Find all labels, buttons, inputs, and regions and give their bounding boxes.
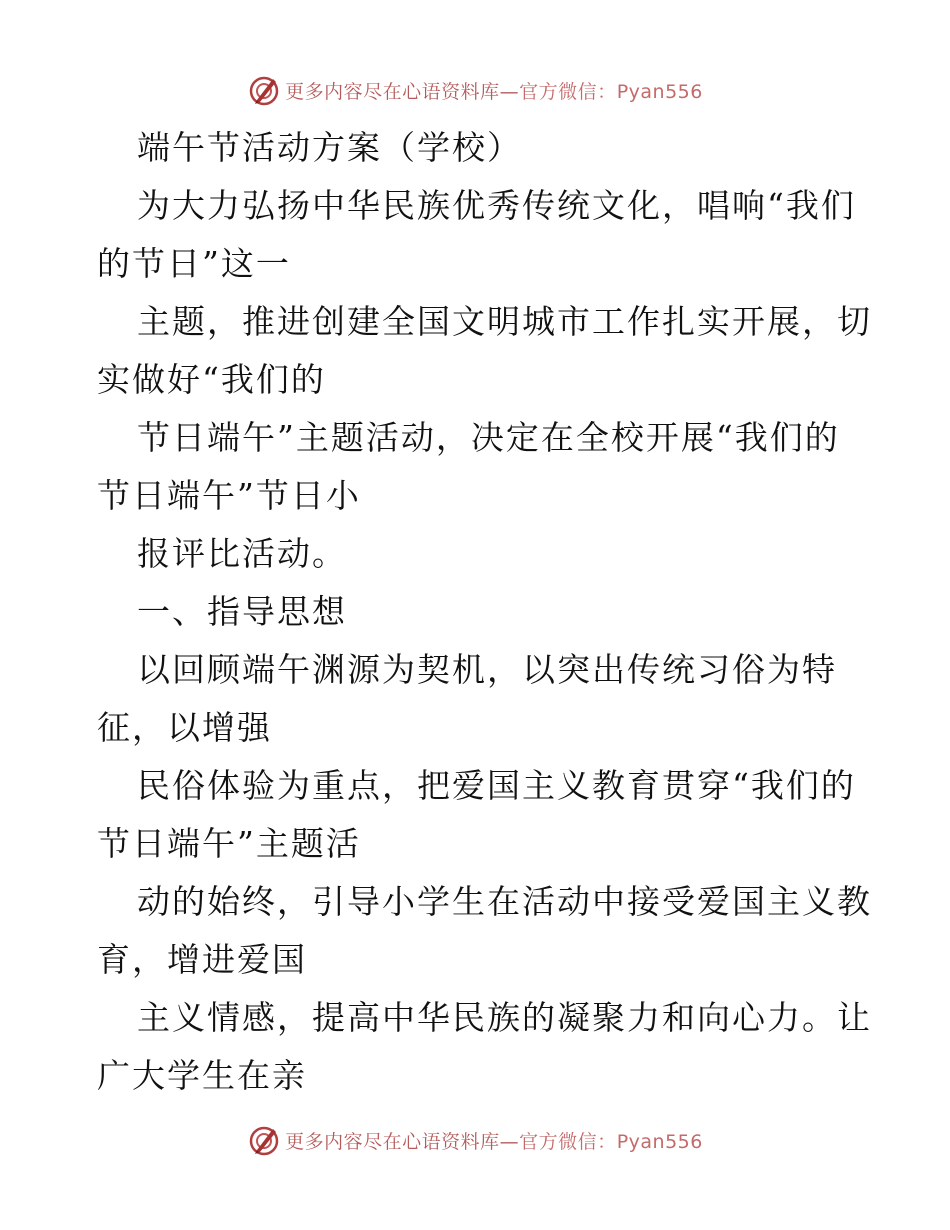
watermark-separator: — (499, 1130, 520, 1153)
watermark-separator: — (499, 80, 520, 103)
section-heading: 一、指导思想 (137, 592, 347, 631)
paragraph-line: 实做好“我们的 (97, 360, 326, 399)
pen-logo-icon (247, 1123, 281, 1157)
paragraph-line: 节日端午”主题活动，决定在全校开展“我们的 (137, 418, 840, 457)
pen-logo-icon (247, 73, 281, 107)
paragraph-line: 的节日”这一 (97, 244, 291, 283)
watermark-wechat-label: 官方微信： (519, 1130, 617, 1153)
header-watermark (0, 70, 950, 110)
watermark-account: Pyan556 (616, 1130, 703, 1153)
paragraph-line: 广大学生在亲 (97, 1056, 307, 1095)
paragraph-line: 主题，推进创建全国文明城市工作扎实开展，切 (137, 302, 872, 341)
paragraph-line: 育，增进爱国 (97, 940, 307, 979)
footer-watermark (0, 1120, 950, 1160)
paragraph-line: 民俗体验为重点，把爱国主义教育贯穿“我们的 (137, 766, 856, 805)
paragraph-line: 征，以增强 (97, 708, 272, 747)
watermark-wechat-label: 官方微信： (519, 80, 617, 103)
document-title: 端午节活动方案（学校） (137, 128, 522, 167)
watermark-text (285, 77, 703, 104)
watermark-text (285, 1127, 703, 1154)
paragraph-line: 主义情感，提高中华民族的凝聚力和向心力。让 (137, 998, 872, 1037)
paragraph-line: 动的始终，引导小学生在活动中接受爱国主义教 (137, 882, 872, 921)
paragraph-line: 为大力弘扬中华民族优秀传统文化，唱响“我们 (137, 186, 856, 225)
paragraph-line: 节日端午”节日小 (97, 476, 361, 515)
watermark-main-text: 更多内容尽在心语资料库 (285, 1130, 500, 1153)
paragraph-line: 报评比活动。 (137, 534, 347, 573)
watermark-account: Pyan556 (616, 80, 703, 103)
paragraph-line: 节日端午”主题活 (97, 824, 361, 863)
watermark-main-text: 更多内容尽在心语资料库 (285, 80, 500, 103)
paragraph-line: 以回顾端午渊源为契机，以突出传统习俗为特 (137, 650, 837, 689)
